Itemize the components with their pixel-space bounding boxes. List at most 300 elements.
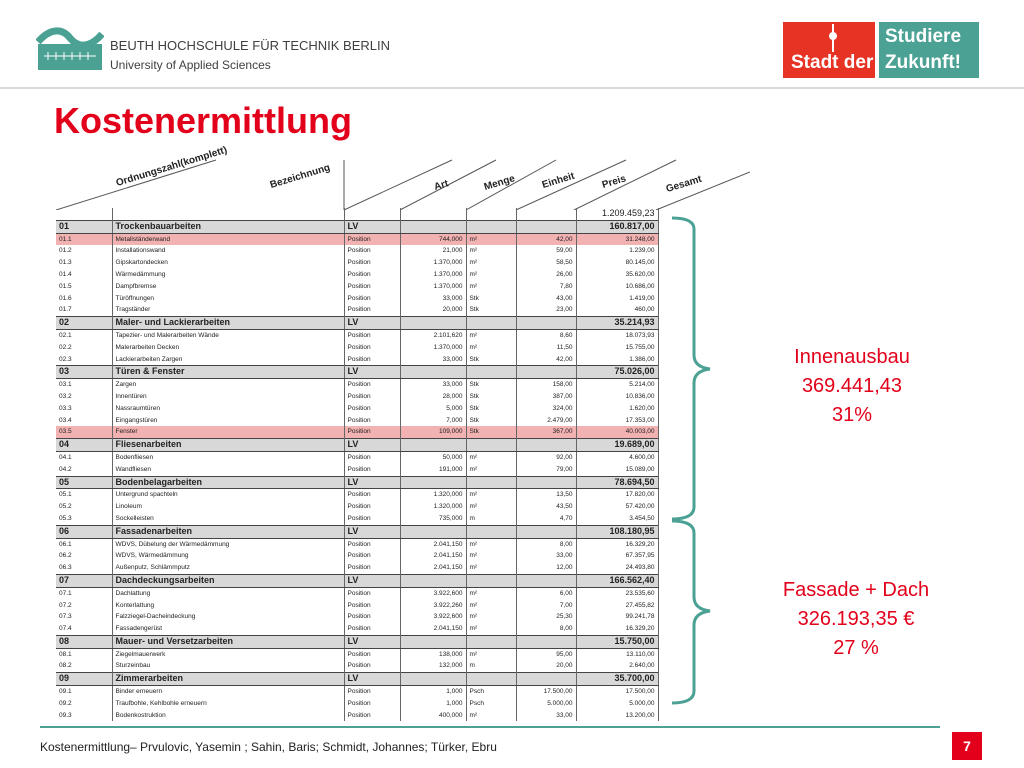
table-cell: 01.3 xyxy=(56,257,112,269)
table-cell: Bodenkostruktion xyxy=(112,710,344,722)
table-cell: 33,000 xyxy=(400,379,466,391)
table-cell xyxy=(400,439,466,452)
section-row xyxy=(56,366,658,379)
col-header-art: Art xyxy=(432,178,450,193)
section-row xyxy=(56,525,658,538)
table-row xyxy=(56,501,658,513)
table-cell: 75.026,00 xyxy=(576,366,658,379)
table-cell: 5.000,00 xyxy=(516,698,576,710)
bracket-innenausbau-icon xyxy=(672,218,710,519)
table-cell: 27.455,82 xyxy=(576,600,658,612)
table-cell: Stk xyxy=(466,354,516,366)
table-cell: m xyxy=(466,513,516,525)
table-cell: 01.6 xyxy=(56,293,112,305)
table-cell: 2.041,150 xyxy=(400,538,466,550)
group-brackets xyxy=(670,215,730,705)
table-cell xyxy=(400,574,466,587)
table-cell: 05 xyxy=(56,476,112,489)
table-cell: 04.2 xyxy=(56,464,112,476)
table-row xyxy=(56,391,658,403)
table-cell xyxy=(466,366,516,379)
table-cell: Position xyxy=(344,648,400,660)
table-cell: 1,000 xyxy=(400,698,466,710)
table-cell: LV xyxy=(344,220,400,233)
institution-name: BEUTH HOCHSCHULE FÜR TECHNIK BERLIN xyxy=(110,38,391,53)
studiere-badge xyxy=(783,22,979,78)
table-cell: LV xyxy=(344,673,400,686)
table-cell: 735,000 xyxy=(400,513,466,525)
table-cell: 24.493,80 xyxy=(576,562,658,574)
table-cell: 59,00 xyxy=(516,245,576,257)
table-cell: 13.200,00 xyxy=(576,710,658,722)
table-row xyxy=(56,660,658,672)
table-cell: 08.2 xyxy=(56,660,112,672)
table-cell: 05.2 xyxy=(56,501,112,513)
table-cell: 166.562,40 xyxy=(576,574,658,587)
table-row xyxy=(56,233,658,245)
table-cell: 35.214,93 xyxy=(576,317,658,330)
table-cell: 05.1 xyxy=(56,489,112,501)
table-cell: 1.419,00 xyxy=(576,293,658,305)
table-cell: Metallständerwand xyxy=(112,233,344,245)
table-cell: 8,60 xyxy=(516,329,576,341)
badge-left-block xyxy=(783,22,875,78)
table-cell: Position xyxy=(344,379,400,391)
table-cell: 2.479,00 xyxy=(516,415,576,427)
table-cell: 5.000,00 xyxy=(576,698,658,710)
table-cell: Fassadengerüst xyxy=(112,623,344,635)
table-cell: 2.101,620 xyxy=(400,329,466,341)
table-cell: 01.7 xyxy=(56,304,112,316)
institution-subtitle: University of Applied Sciences xyxy=(110,58,271,72)
table-cell xyxy=(400,220,466,233)
table-cell: 367,00 xyxy=(516,426,576,438)
table-cell: Nassraumtüren xyxy=(112,403,344,415)
table-cell: Position xyxy=(344,451,400,463)
table-cell: 35.700,00 xyxy=(576,673,658,686)
table-cell: 67.357,95 xyxy=(576,550,658,562)
table-cell: Position xyxy=(344,233,400,245)
cost-table-container xyxy=(56,144,750,719)
table-cell: 05.3 xyxy=(56,513,112,525)
table-row xyxy=(56,281,658,293)
table-cell: Untergrund spachteln xyxy=(112,489,344,501)
table-cell: 744,000 xyxy=(400,233,466,245)
table-cell: 8,00 xyxy=(516,538,576,550)
table-cell: WDVS, Wärmedämmung xyxy=(112,550,344,562)
footer-divider xyxy=(40,726,940,728)
table-cell: Position xyxy=(344,489,400,501)
table-cell: 1.370,000 xyxy=(400,342,466,354)
table-cell: 3.922,600 xyxy=(400,611,466,623)
table-cell: Stk xyxy=(466,379,516,391)
table-cell xyxy=(466,476,516,489)
table-cell: Wärmedämmung xyxy=(112,269,344,281)
table-cell: 03.3 xyxy=(56,403,112,415)
table-cell: 10.836,00 xyxy=(576,391,658,403)
table-cell: Position xyxy=(344,304,400,316)
table-cell: m² xyxy=(466,464,516,476)
table-cell xyxy=(466,317,516,330)
table-cell: 2.640,00 xyxy=(576,660,658,672)
table-row xyxy=(56,245,658,257)
table-row xyxy=(56,698,658,710)
table-cell xyxy=(516,220,576,233)
table-cell: 26,00 xyxy=(516,269,576,281)
table-cell: 01.4 xyxy=(56,269,112,281)
table-cell: 1.320,000 xyxy=(400,489,466,501)
table-cell: Position xyxy=(344,611,400,623)
table-cell: 191,000 xyxy=(400,464,466,476)
table-cell: Position xyxy=(344,293,400,305)
table-cell: 07.4 xyxy=(56,623,112,635)
table-cell: 33,00 xyxy=(516,710,576,722)
table-row xyxy=(56,600,658,612)
table-cell: 23.535,60 xyxy=(576,587,658,599)
table-row xyxy=(56,686,658,698)
table-row xyxy=(56,379,658,391)
page-title: Kostenermittlung xyxy=(54,100,353,141)
table-cell: 09.3 xyxy=(56,710,112,722)
table-cell: 09.2 xyxy=(56,698,112,710)
col-header-menge: Menge xyxy=(482,173,517,193)
table-cell: 2.041,150 xyxy=(400,562,466,574)
table-cell: 17.500,00 xyxy=(516,686,576,698)
table-cell: Zargen xyxy=(112,379,344,391)
table-cell: Position xyxy=(344,269,400,281)
table-cell: 1.370,000 xyxy=(400,269,466,281)
table-cell: 07.2 xyxy=(56,600,112,612)
table-cell: 12,00 xyxy=(516,562,576,574)
table-cell: 109,000 xyxy=(400,426,466,438)
table-cell: Position xyxy=(344,587,400,599)
table-cell: 80.145,00 xyxy=(576,257,658,269)
table-cell: 20,000 xyxy=(400,304,466,316)
table-cell: Dachlattung xyxy=(112,587,344,599)
table-row xyxy=(56,648,658,660)
table-cell: Position xyxy=(344,245,400,257)
table-cell: m² xyxy=(466,269,516,281)
table-cell: 387,00 xyxy=(516,391,576,403)
table-cell: 3.922,260 xyxy=(400,600,466,612)
table-row xyxy=(56,710,658,722)
table-row xyxy=(56,451,658,463)
table-cell: 20,00 xyxy=(516,660,576,672)
table-cell: LV xyxy=(344,317,400,330)
table-cell: Position xyxy=(344,415,400,427)
table-cell: 160.817,00 xyxy=(576,220,658,233)
table-cell: 02 xyxy=(56,317,112,330)
table-row xyxy=(56,329,658,341)
table-cell xyxy=(516,317,576,330)
table-cell: 1.320,000 xyxy=(400,501,466,513)
table-cell: Stk xyxy=(466,415,516,427)
table-cell xyxy=(400,673,466,686)
table-cell: 95,00 xyxy=(516,648,576,660)
table-cell xyxy=(400,525,466,538)
table-cell: Außenputz, Schlämmputz xyxy=(112,562,344,574)
section-row xyxy=(56,635,658,648)
table-cell: Position xyxy=(344,698,400,710)
table-cell: 19.689,00 xyxy=(576,439,658,452)
table-cell xyxy=(466,635,516,648)
table-cell: 07.3 xyxy=(56,611,112,623)
table-cell: m² xyxy=(466,611,516,623)
table-cell: 04.1 xyxy=(56,451,112,463)
table-cell: 08.1 xyxy=(56,648,112,660)
table-cell: Türöffnungen xyxy=(112,293,344,305)
table-cell: Tapezier- und Malerarbeiten Wände xyxy=(112,329,344,341)
table-cell: 460,00 xyxy=(576,304,658,316)
table-cell: m² xyxy=(466,342,516,354)
table-cell: 02.3 xyxy=(56,354,112,366)
table-cell: 324,00 xyxy=(516,403,576,415)
table-cell: Position xyxy=(344,391,400,403)
table-cell: LV xyxy=(344,574,400,587)
table-cell: 15.755,00 xyxy=(576,342,658,354)
table-cell: 3.922,600 xyxy=(400,587,466,599)
table-cell: 108.180,95 xyxy=(576,525,658,538)
table-cell: 07 xyxy=(56,574,112,587)
table-cell: 13,50 xyxy=(516,489,576,501)
table-cell: Fenster xyxy=(112,426,344,438)
page-number: 7 xyxy=(952,732,982,760)
table-cell: Position xyxy=(344,342,400,354)
section-row xyxy=(56,574,658,587)
badge-right-block xyxy=(879,22,979,78)
table-cell: Stk xyxy=(466,403,516,415)
innenausbau-annotation xyxy=(772,343,932,430)
badge-text-zukunft: Zukunft! xyxy=(885,52,961,73)
table-cell: 3.454,50 xyxy=(576,513,658,525)
table-cell: Position xyxy=(344,686,400,698)
table-cell: m² xyxy=(466,550,516,562)
table-cell: 23,00 xyxy=(516,304,576,316)
table-cell: Zimmerarbeiten xyxy=(112,673,344,686)
table-cell: Position xyxy=(344,562,400,574)
table-cell: 1.370,000 xyxy=(400,257,466,269)
col-header-gesamt: Gesamt xyxy=(664,173,704,195)
table-row xyxy=(56,426,658,438)
table-cell: Mauer- und Versetzarbeiten xyxy=(112,635,344,648)
section-row xyxy=(56,476,658,489)
table-cell: 03 xyxy=(56,366,112,379)
table-cell: Lackierarbeiten Zargen xyxy=(112,354,344,366)
badge-text-studiere: Studiere xyxy=(885,26,962,47)
table-cell: Stk xyxy=(466,304,516,316)
table-cell: m xyxy=(466,660,516,672)
table-cell xyxy=(516,439,576,452)
table-cell: 09.1 xyxy=(56,686,112,698)
table-cell: m² xyxy=(466,648,516,660)
table-cell: 2.041,150 xyxy=(400,623,466,635)
table-cell: Position xyxy=(344,281,400,293)
table-cell: m² xyxy=(466,623,516,635)
table-cell: Dampfbremse xyxy=(112,281,344,293)
table-cell: 06.1 xyxy=(56,538,112,550)
table-cell: 01.2 xyxy=(56,245,112,257)
table-cell: Position xyxy=(344,354,400,366)
table-cell: 7,000 xyxy=(400,415,466,427)
grand-total-value: 1.209.459,23 xyxy=(576,208,658,220)
table-cell: Fassadenarbeiten xyxy=(112,525,344,538)
table-cell xyxy=(400,635,466,648)
table-cell xyxy=(466,439,516,452)
table-row xyxy=(56,342,658,354)
table-cell: Bodenbelagarbeiten xyxy=(112,476,344,489)
table-cell: 8,00 xyxy=(516,623,576,635)
table-cell xyxy=(400,317,466,330)
table-cell: Stk xyxy=(466,391,516,403)
table-cell: Bodenfliesen xyxy=(112,451,344,463)
table-cell: m² xyxy=(466,281,516,293)
table-cell: Sockelleisten xyxy=(112,513,344,525)
innenausbau-label: Innenausbau xyxy=(794,346,910,368)
table-cell: m² xyxy=(466,562,516,574)
table-cell: Sturzeinbau xyxy=(112,660,344,672)
table-cell: 28,000 xyxy=(400,391,466,403)
table-cell: 50,000 xyxy=(400,451,466,463)
table-row xyxy=(56,269,658,281)
table-cell: 132,000 xyxy=(400,660,466,672)
table-cell: 16.329,20 xyxy=(576,538,658,550)
table-cell: 33,00 xyxy=(516,550,576,562)
table-cell xyxy=(466,525,516,538)
table-row xyxy=(56,611,658,623)
table-cell: 33,000 xyxy=(400,354,466,366)
table-cell: 06 xyxy=(56,525,112,538)
table-cell: 5,000 xyxy=(400,403,466,415)
table-cell: 15.089,00 xyxy=(576,464,658,476)
table-cell: 21,000 xyxy=(400,245,466,257)
table-cell: LV xyxy=(344,366,400,379)
table-row xyxy=(56,550,658,562)
table-cell: 40.003,00 xyxy=(576,426,658,438)
table-cell: 58,50 xyxy=(516,257,576,269)
fassade-percent: 27 % xyxy=(833,637,879,659)
beuth-logo-icon xyxy=(36,26,104,72)
table-cell: 158,00 xyxy=(516,379,576,391)
table-cell: Eingangstüren xyxy=(112,415,344,427)
table-cell xyxy=(516,476,576,489)
table-cell: m² xyxy=(466,587,516,599)
table-cell: m² xyxy=(466,538,516,550)
col-header-bezeichnung: Bezeichnung xyxy=(268,162,332,191)
table-cell: 57.420,00 xyxy=(576,501,658,513)
table-cell: 08 xyxy=(56,635,112,648)
table-cell: LV xyxy=(344,439,400,452)
table-cell xyxy=(516,673,576,686)
table-row xyxy=(56,415,658,427)
table-cell: Stk xyxy=(466,426,516,438)
table-cell: 17.820,00 xyxy=(576,489,658,501)
table-cell xyxy=(516,635,576,648)
table-cell xyxy=(516,525,576,538)
col-header-ordnungszahl: Ordnungszahl(komplett) xyxy=(114,144,229,189)
table-cell: 7,00 xyxy=(516,600,576,612)
table-cell: 31.248,00 xyxy=(576,233,658,245)
table-cell: 78.694,50 xyxy=(576,476,658,489)
table-cell: Fliesenarbeiten xyxy=(112,439,344,452)
fassade-label: Fassade + Dach xyxy=(782,579,930,601)
table-row xyxy=(56,354,658,366)
col-header-preis: Preis xyxy=(600,173,628,191)
table-cell: 42,00 xyxy=(516,233,576,245)
table-row xyxy=(56,562,658,574)
table-cell: Linoleum xyxy=(112,501,344,513)
badge-text-stadt: Stadt der xyxy=(791,52,874,73)
table-cell: 1.386,00 xyxy=(576,354,658,366)
table-cell: Position xyxy=(344,600,400,612)
table-cell xyxy=(400,366,466,379)
table-cell: m² xyxy=(466,489,516,501)
table-cell: m² xyxy=(466,329,516,341)
table-cell: Binder erneuern xyxy=(112,686,344,698)
table-cell: 06.2 xyxy=(56,550,112,562)
section-row xyxy=(56,220,658,233)
table-cell xyxy=(466,673,516,686)
table-cell: Wandfliesen xyxy=(112,464,344,476)
table-row xyxy=(56,489,658,501)
table-cell: m² xyxy=(466,233,516,245)
table-row xyxy=(56,293,658,305)
table-cell: 01.1 xyxy=(56,233,112,245)
table-cell: 92,00 xyxy=(516,451,576,463)
table-cell: Position xyxy=(344,550,400,562)
table-row xyxy=(56,304,658,316)
table-cell: m² xyxy=(466,501,516,513)
table-cell: Malerarbeiten Decken xyxy=(112,342,344,354)
section-row xyxy=(56,673,658,686)
table-cell: 7,80 xyxy=(516,281,576,293)
table-cell: 35.620,00 xyxy=(576,269,658,281)
table-cell: 4,70 xyxy=(516,513,576,525)
table-cell: 03.5 xyxy=(56,426,112,438)
table-cell: 02.1 xyxy=(56,329,112,341)
table-cell: 09 xyxy=(56,673,112,686)
bracket-fassade-icon xyxy=(672,521,710,703)
table-cell: Position xyxy=(344,426,400,438)
table-cell: 1.620,00 xyxy=(576,403,658,415)
table-cell: 400,000 xyxy=(400,710,466,722)
grand-total-row xyxy=(56,208,658,220)
table-cell: 42,00 xyxy=(516,354,576,366)
table-cell: 18.073,93 xyxy=(576,329,658,341)
cost-table-body xyxy=(56,208,658,721)
table-cell: m² xyxy=(466,451,516,463)
table-cell: LV xyxy=(344,635,400,648)
table-cell: Psch xyxy=(466,698,516,710)
table-cell: 17.500,00 xyxy=(576,686,658,698)
table-cell: 6,00 xyxy=(516,587,576,599)
table-cell: Falzziegel-Dacheindeckung xyxy=(112,611,344,623)
table-cell: m² xyxy=(466,245,516,257)
innenausbau-percent: 31% xyxy=(831,404,873,426)
table-cell: m² xyxy=(466,710,516,722)
table-cell: Position xyxy=(344,257,400,269)
table-cell: 43,00 xyxy=(516,293,576,305)
table-cell: 06.3 xyxy=(56,562,112,574)
table-cell: Stk xyxy=(466,293,516,305)
table-cell: Position xyxy=(344,710,400,722)
table-cell: 07.1 xyxy=(56,587,112,599)
table-cell: 1.239,00 xyxy=(576,245,658,257)
table-cell: 03.4 xyxy=(56,415,112,427)
table-cell: 04 xyxy=(56,439,112,452)
table-cell: 1,000 xyxy=(400,686,466,698)
fassade-annotation xyxy=(766,576,946,663)
table-row xyxy=(56,623,658,635)
